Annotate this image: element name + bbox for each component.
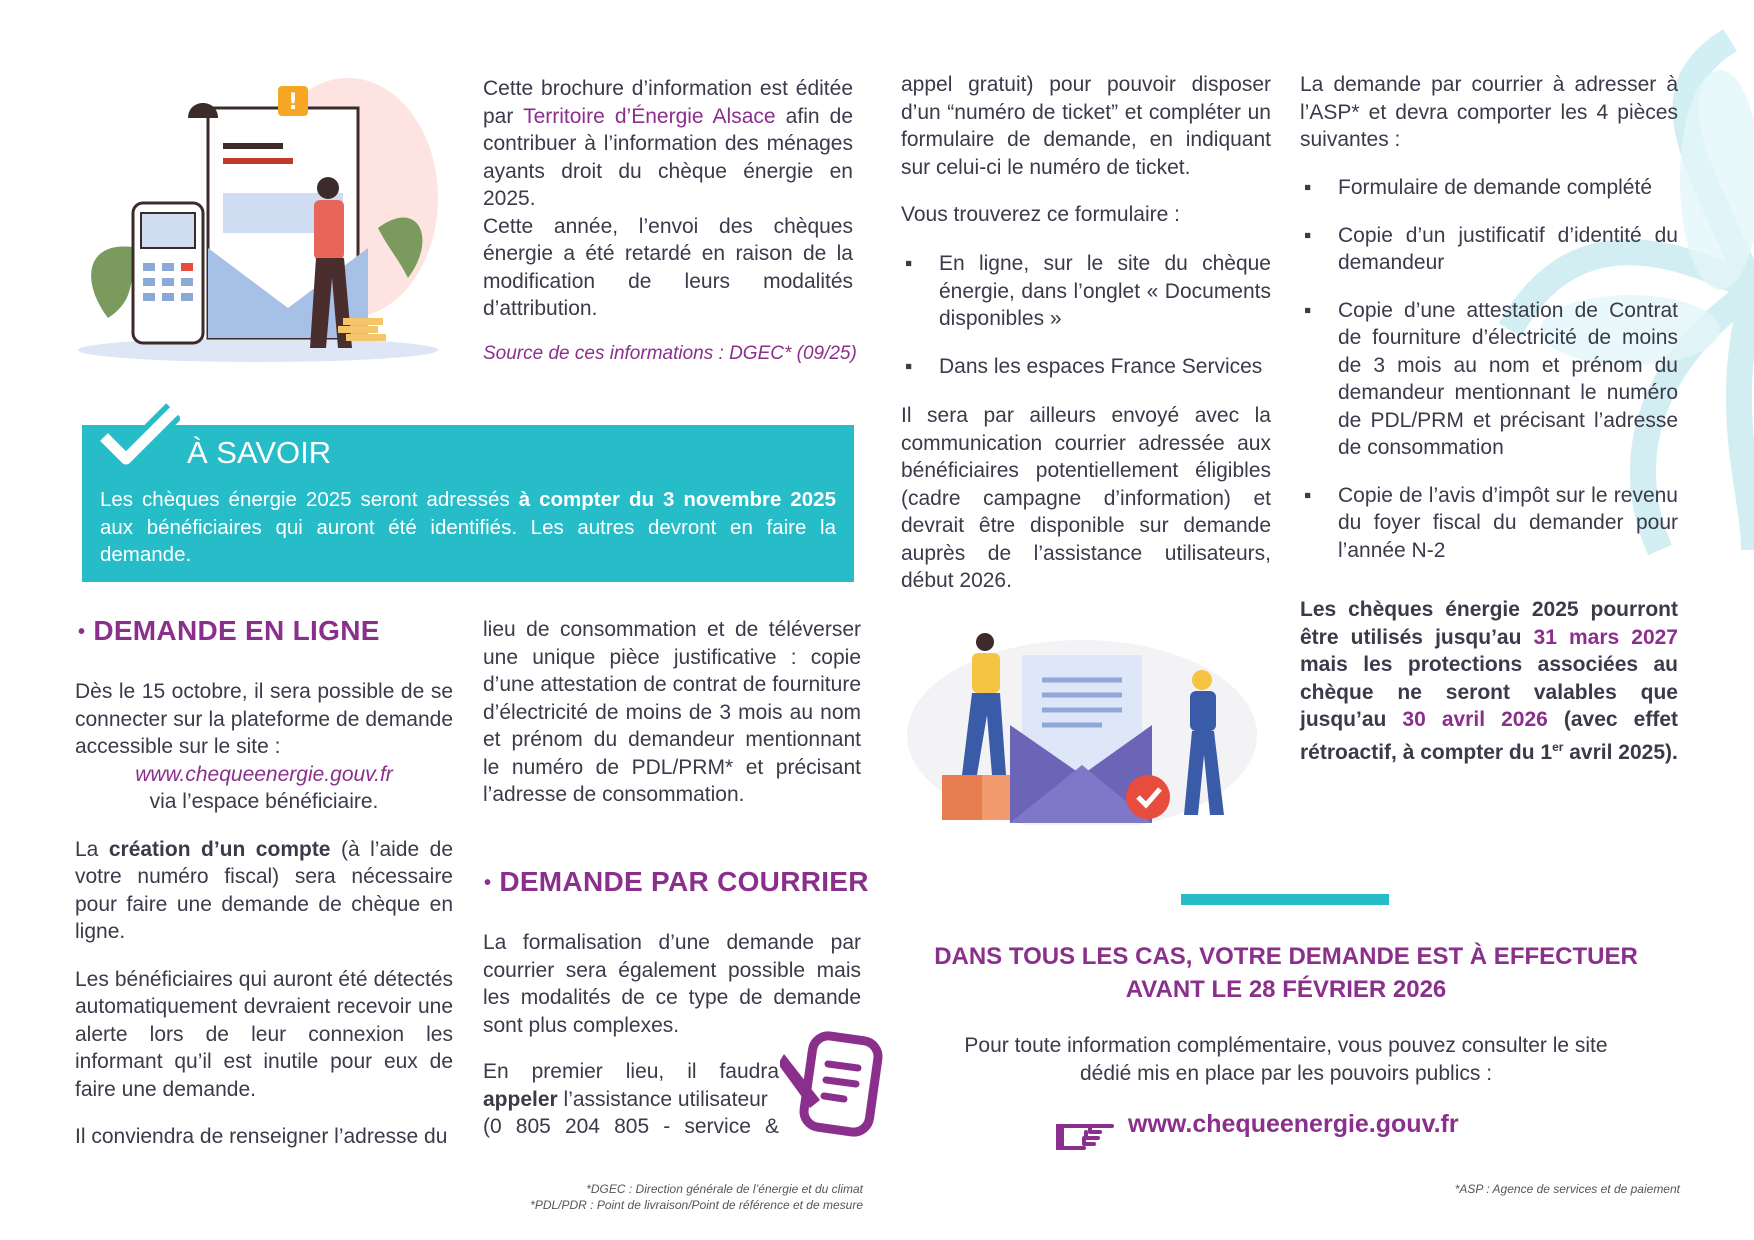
check-icon bbox=[96, 403, 180, 469]
phone-document-illustration bbox=[78, 78, 438, 368]
formulaire-list bbox=[901, 250, 1271, 380]
a-savoir-title: À SAVOIR bbox=[187, 435, 332, 470]
courrier-p3: appel gratuit) pour pouvoir disposer d’un “numéro de ticket” et compléter un formulaire de demande, en indiquant sur celui-ci le numéro de ticket. bbox=[901, 73, 1271, 179]
intro-text: Cette brochure d’information est éditée par Territoire d’Énergie Alsace afin de contribuer à l’information des ménages ayants droit du chèque énergie en 2025. Cette année, l’envoi des chèques énergie a été retardé en raison de la modification de leurs modalités d’attribution. bbox=[483, 75, 853, 323]
info-text: Pour toute information complémentaire, vous pouvez consulter le site dédié mis en place par les pouvoirs publics : bbox=[964, 1034, 1608, 1085]
courrier-p4: Vous trouverez ce formulaire : bbox=[901, 203, 1180, 226]
envelope-people-illustration bbox=[902, 625, 1272, 825]
intro-source: Source de ces informations : DGEC* (09/25) bbox=[483, 343, 857, 364]
en-ligne-p2: La création d’un compte (à l’aide de votre numéro fiscal) sera nécessaire pour faire une demande de chèque en ligne. bbox=[75, 837, 453, 943]
demande-par-courrier-heading: • DEMANDE PAR COURRIER bbox=[484, 866, 869, 897]
deadline-heading: DANS TOUS LES CAS, VOTRE DEMANDE EST À EFFECTUER AVANT LE 28 FÉVRIER 2026 bbox=[934, 943, 1638, 1003]
formulaire-list-item: ▪ En ligne, sur le site du chèque énergie, dans l’onglet « Documents disponibles » bbox=[901, 250, 1271, 333]
courrier-p5: Il sera par ailleurs envoyé avec la communication courrier adressée aux bénéficiaires potentiellement éligibles (cadre campagne d’information) et devrait être disponible sur demande auprès de l’assistance utilisateurs, début 2026. bbox=[901, 404, 1271, 592]
courrier-p2: En premier lieu, il faudra appeler l’assistance utilisateur (0 805 204 805 - service & bbox=[483, 1060, 779, 1138]
a-savoir-box bbox=[82, 425, 854, 582]
demande-en-ligne-heading: • DEMANDE EN LIGNE bbox=[78, 615, 380, 646]
territoire-energie-alsace-link[interactable]: Territoire d’Énergie Alsace bbox=[523, 104, 776, 128]
asp-pieces-item: ▪ Copie d’un justificatif d’identité du demandeur bbox=[1300, 222, 1678, 277]
courrier-p1: La formalisation d’une demande par courrier sera également possible mais les modalités de ce type de demande sont plus complexes. bbox=[483, 931, 861, 1037]
formulaire-list-item: ▪ Dans les espaces France Services bbox=[901, 353, 1271, 381]
chequeenergie-link-1[interactable]: www.chequeenergie.gouv.fr bbox=[135, 762, 393, 786]
asp-pieces-list bbox=[1300, 174, 1678, 564]
en-ligne-p3: Les bénéficiaires qui auront été détectés automatiquement devraient recevoir une alerte lors de leur connexion les informant qu’il est inutile pour eux de faire une demande. bbox=[75, 967, 453, 1101]
asp-pieces-item: ▪ Copie de l’avis d’impôt sur le revenu du foyer fiscal du demander pour l’année N-2 bbox=[1300, 482, 1678, 565]
en-ligne-p1: Dès le 15 octobre, il sera possible de se connecter sur la plateforme de demande accessible sur le site : bbox=[75, 680, 453, 758]
footnote-asp: *ASP : Agence de services et de paiement bbox=[1454, 1182, 1680, 1196]
teal-divider bbox=[1181, 894, 1389, 905]
asp-intro: La demande par courrier à adresser à l’ASP* et devra comporter les 4 pièces suivantes : bbox=[1300, 73, 1678, 151]
asp-pieces-item: ▪ Copie d’une attestation de Contrat de fourniture d’électricité de moins de 3 mois au nom et prénom du demandeur mentionnant le numéro de PDL/PRM et précisant l’adresse de consommation bbox=[1300, 297, 1678, 462]
document-pencil-icon bbox=[780, 1030, 884, 1140]
en-ligne-p5: lieu de consommation et de téléverser une unique pièce justificative : copie d’une attestation de contrat de fourniture d’électricité de moins de 3 mois au nom et prénom du demandeur mentionnant le numéro de PDL/PRM* et précisant l’adresse de consommation. bbox=[483, 618, 861, 806]
a-savoir-text: Les chèques énergie 2025 seront adressés à compter du 3 novembre 2025 aux bénéficiaires qui auront été identifiés. Les autres devront en faire la demande. bbox=[100, 488, 836, 566]
pointing-hand-icon bbox=[1056, 1112, 1116, 1152]
svg-text:!: ! bbox=[288, 90, 299, 115]
en-ligne-via: via l’espace bénéficiaire. bbox=[149, 790, 379, 813]
asp-pieces-item: ▪ Formulaire de demande complété bbox=[1300, 174, 1678, 202]
en-ligne-p4: Il conviendra de renseigner l’adresse du bbox=[75, 1125, 448, 1148]
footnote-dgec-pdl: *DGEC : Direction générale de l’énergie et du climat *PDL/PDR : Point de livraison/Point de référence et de mesure bbox=[530, 1182, 863, 1212]
chequeenergie-link-2[interactable]: www.chequeenergie.gouv.fr bbox=[1128, 1110, 1459, 1138]
en-ligne-column bbox=[75, 678, 453, 1151]
validity-text: Les chèques énergie 2025 pourront être utilisés jusqu’au 31 mars 2027 mais les protections associées au chèque ne seront valables que jusqu’au 30 avril 2026 (avec effet rétroactif, à compter du 1er avril 2025). bbox=[1300, 598, 1678, 764]
intro-paragraph-2: Cette année, l’envoi des chèques énergie a été retardé en raison de la modification de leurs modalités d’attribution. bbox=[483, 214, 853, 320]
